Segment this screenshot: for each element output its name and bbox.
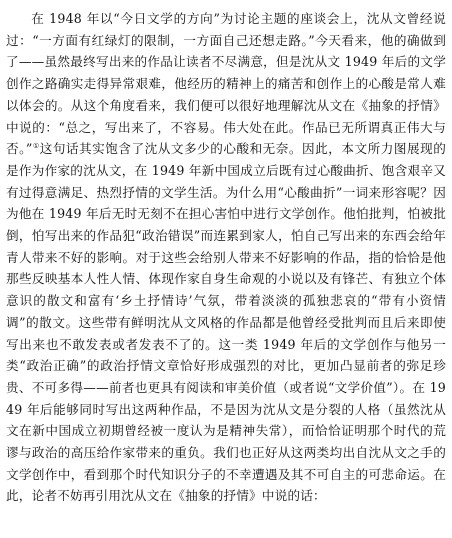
paragraph-text-after-note: 这句话其实饱含了沈从文多少的心酸和无奈。因此，本文所力图展现的是作为作家的沈从文，在 1949 年新中国成立后既有过心酸曲折、饱含艰辛又有过得意满足、热烈抒情的文学生活。为什么用“心酸曲折”一词来形容呢？因为他在 1949 年后无时无刻不在担心害怕中进行文学创作。他怕批判，怕被批倒，怕写出来的作品犯“政治错误”而连累到家人，怕自己写出来的东西会给年青人带来不好的影响。对于这些会给别人带来不好影响的作品，指的恰恰是他那些反映基本人性人情、体现作家自身生命观的小说以及有锋芒、有独立个体意识的散文和富有‘乡土抒情诗’气氛，带着淡淡的孤独悲哀的“带有小资情调”的散文。这些带有鲜明沈从文风格的作品都是他曾经受批判而且后来即使写出来也不敢发表或者发表不了的。这一类 1949 年后的文学创作与他另一类“政治正确”的政治抒情文章恰好形成强烈的对比，更加凸显前者的弥足珍贵、不可多得——前者也更具有阅读和审美价值（或者说“文学价值”）。在 1949 年后能够同时写出这两种作品，不是因为沈从文是分裂的人格（虽然沈从文在新中国成立初期曾经被一度认为是精神失常），而恰恰证明那个时代的荒谬与政治的高压给作家带来的重负。我们也正好从这两类均出自沈从文之手的文学创作中，看到那个时代知识分子的不幸遭遇及其不可自主的可悲命运。在此，论者不妨再引用沈从文在《抽象的抒情》中说的话： xyxy=(6,141,446,504)
footnote-marker[interactable]: ① xyxy=(32,142,40,151)
paragraph-text-before-note: 在 1948 年以“今日文学的方向”为讨论主题的座谈会上，沈从文曾经说过：“一方面有红绿灯的限制，一方面自己还想走路。”今天看来，他的确做到了——虽然最终写出来的作品让读者不尽满意，但是沈从文 1949 年后的文学创作之路确实走得异常艰难，他经历的精神上的痛苦和创作上的心酸是常人难以体会的。从这个角度看来，我们便可以很好地理解沈从文在《抽象的抒情》中说的：“总之，写出来了，不容易。伟大处在此。作品已无所谓真正伟大与否。” xyxy=(6,11,446,157)
body-paragraph xyxy=(6,8,446,507)
